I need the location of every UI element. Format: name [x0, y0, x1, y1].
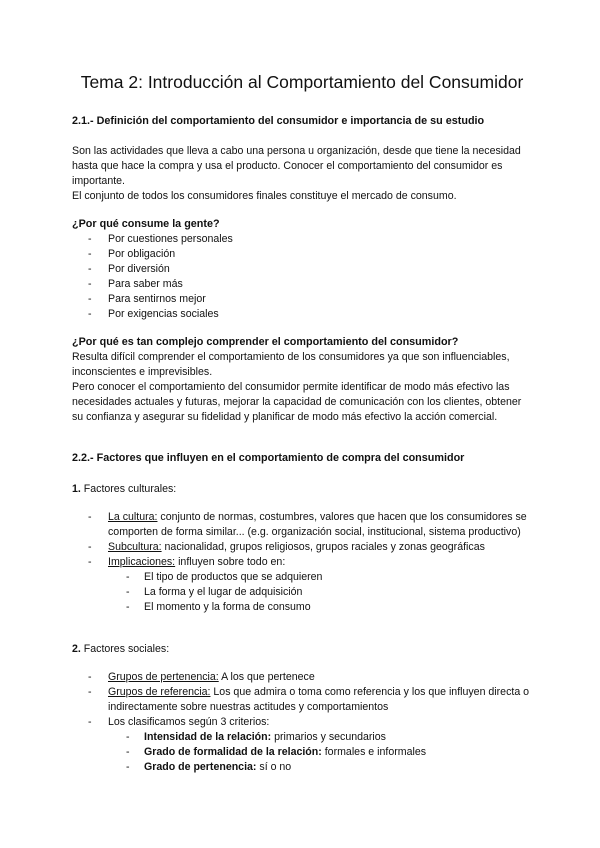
definition-paragraph: Son las actividades que lleva a cabo una persona u organización, desde que tiene la necesidad hasta que hace la compra y usa el producto. Conocer el comportamiento del consumidor es importante.	[72, 145, 521, 187]
list-item: - Por exigencias sociales	[72, 307, 532, 322]
list-item: - Grupos de referencia: Los que admira o toma como referencia y los que influyen directa o indirectamente sobre nuestras actitudes y comportamientos	[72, 685, 532, 715]
definition-block	[72, 144, 532, 204]
why-consume-heading: ¿Por qué consume la gente?	[72, 218, 220, 230]
page-title: Tema 2: Introducción al Comportamiento del Consumidor	[80, 72, 524, 92]
social-label: Factores sociales:	[80, 643, 170, 655]
list-item: - Grado de formalidad de la relación: formales e informales	[72, 745, 532, 760]
term: Grupos de referencia:	[108, 686, 211, 698]
cultural-factors-block	[72, 510, 532, 615]
list-item: - Los clasificamos según 3 criterios:	[72, 715, 532, 730]
complexity-heading: ¿Por qué es tan complejo comprender el comportamiento del consumidor?	[72, 336, 459, 348]
term: La cultura:	[108, 511, 158, 523]
term: Implicaciones:	[108, 556, 176, 568]
cultural-factors-label	[72, 482, 532, 497]
list-item: - Implicaciones: influyen sobre todo en:	[72, 555, 532, 570]
social-criteria-list	[72, 730, 532, 775]
list-item: - La cultura: conjunto de normas, costumbres, valores que hacen que los consumidores se comporten de forma similar... (e.g. organización social, institucional, sistema productivo)	[72, 510, 532, 540]
list-item: - La forma y el lugar de adquisición	[72, 585, 532, 600]
social-number: 2.	[72, 643, 81, 655]
criterion-term: Grado de formalidad de la relación:	[144, 746, 322, 758]
list-item: - Por cuestiones personales	[72, 232, 532, 247]
section-2-2-heading: 2.2.- Factores que influyen en el comportamiento de compra del consumidor	[72, 452, 465, 464]
social-factors-block	[72, 670, 532, 775]
list-item: - Para sentirnos mejor	[72, 292, 532, 307]
market-paragraph: El conjunto de todos los consumidores finales constituye el mercado de consumo.	[72, 190, 457, 202]
list-item: - Para saber más	[72, 277, 532, 292]
criterion-term: Grado de pertenencia:	[144, 761, 257, 773]
criterion-term: Intensidad de la relación:	[144, 731, 272, 743]
why-consume-list	[72, 232, 532, 322]
complexity-block	[72, 335, 532, 425]
term: Grupos de pertenencia:	[108, 671, 219, 683]
benefits-paragraph: Pero conocer el comportamiento del consumidor permite identificar de modo más efectivo las necesidades actuales y futuras, mejorar la capacidad de comunicación con los clientes, obtener su confianza y asegurar su fidelidad y planificar de modo más efectivo la acción comercial.	[72, 381, 522, 423]
term: Subcultura:	[108, 541, 162, 553]
list-item: - Intensidad de la relación: primarios y secundarios	[72, 730, 532, 745]
complexity-paragraph: Resulta difícil comprender el comportamiento de los consumidores ya que son influenciables, inconscientes e imprevisibles.	[72, 351, 510, 378]
list-item: - Por diversión	[72, 262, 532, 277]
list-item: - Grado de pertenencia: sí o no	[72, 760, 532, 775]
social-list	[72, 670, 532, 730]
section-2-2	[72, 451, 532, 466]
list-item: - El momento y la forma de consumo	[72, 600, 532, 615]
list-item: - Subcultura: nacionalidad, grupos religiosos, grupos raciales y zonas geográficas	[72, 540, 532, 555]
cultural-number: 1.	[72, 483, 81, 495]
list-item: - Por obligación	[72, 247, 532, 262]
why-consume-block	[72, 217, 532, 322]
social-factors-label	[72, 642, 532, 657]
section-2-1-heading: 2.1.- Definición del comportamiento del consumidor e importancia de su estudio	[72, 115, 485, 127]
section-2-1	[72, 114, 532, 129]
list-item: - Grupos de pertenencia: A los que pertenece	[72, 670, 532, 685]
list-item: - El tipo de productos que se adquieren	[72, 570, 532, 585]
cultural-label: Factores culturales:	[80, 483, 177, 495]
cultural-sublist	[72, 570, 532, 615]
cultural-list	[72, 510, 532, 570]
